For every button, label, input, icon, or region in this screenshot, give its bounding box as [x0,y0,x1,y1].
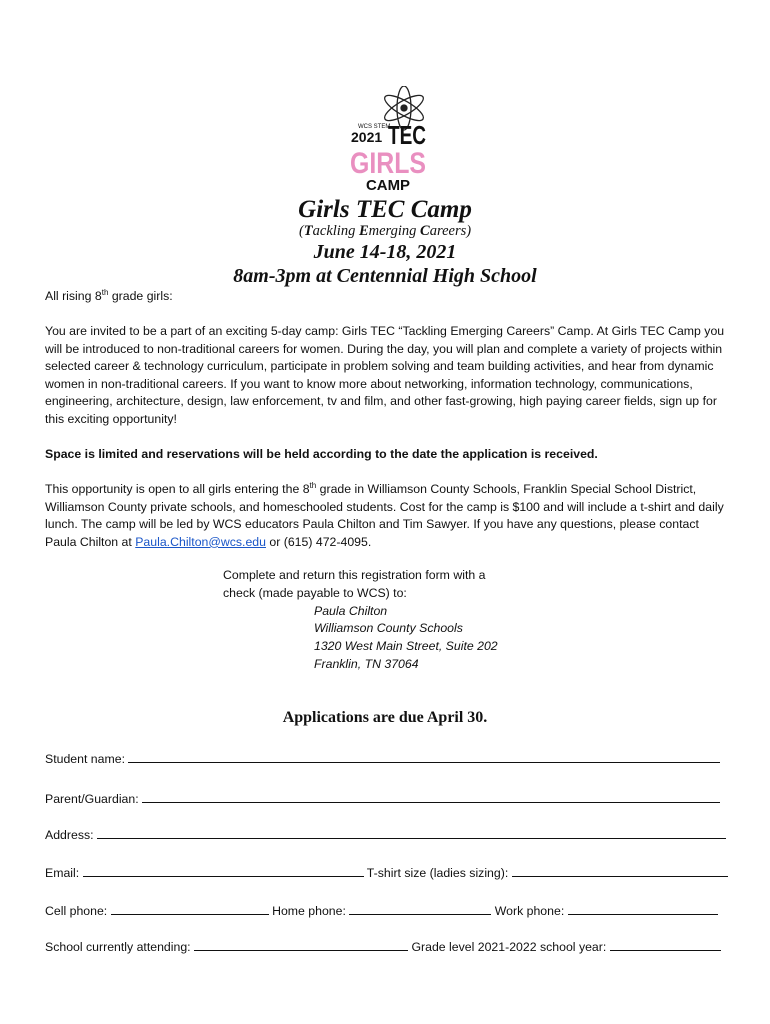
email-row [45,863,730,880]
parent-field[interactable] [142,789,720,803]
email-field[interactable] [83,863,364,877]
logo-girls: GIRLS [350,147,426,180]
logo-year: 2021 [351,129,383,145]
mailing-line-1: Complete and return this registration form with a [223,568,486,582]
school-row [45,937,730,954]
phone-row [45,901,730,918]
address-row [45,825,730,842]
space-notice: Space is limited and reservations will be held according to the date the application is received. [45,447,598,461]
mailing-line-2: check (made payable to WCS) to: [223,585,407,600]
mailing-instructions [223,567,523,674]
page-title: Girls TEC Camp [298,196,472,223]
application-deadline: Applications are due April 30. [282,709,488,726]
tshirt-field[interactable] [512,863,728,877]
logo-tec: TEC [388,120,427,150]
student-name-field[interactable] [128,749,720,763]
parent-row [45,789,730,806]
student-name-row [45,749,730,766]
logo-small-text: WCS STEM [358,124,391,130]
cell-phone-label: Cell phone: [45,904,108,918]
home-phone-label: Home phone: [272,904,346,918]
school-label: School currently attending: [45,940,191,954]
mailing-street: 1320 West Main Street, Suite 202 [314,639,498,654]
cell-phone-field[interactable] [111,901,269,915]
mailing-org: Williamson County Schools [314,621,463,636]
grade-field[interactable] [610,937,721,951]
email-label: Email: [45,866,80,880]
camp-dates: June 14-18, 2021 [313,241,457,263]
invite-paragraph: You are invited to be a part of an exciting 5-day camp: Girls TEC “Tackling Emerging Careers” Camp. At Girls TEC Camp you will be introduced to non-traditional careers for women. During the day, you will plan and complete a variety of projects within selected career & technology curriculum, participate in problem solving and team building activities, and hear from dynamic women in non-traditional careers. If you want to know more about networking, information technology, communications, engineering, architecture, design, law enforcement, tv and film, and other fast-growing, high paying career fields, sign up for this exciting opportunity! [45,324,725,426]
camp-time-location: 8am-3pm at Centennial High School [233,265,537,287]
student-name-label: Student name: [45,752,125,766]
girls-tec-camp-logo [338,86,438,196]
work-phone-label: Work phone: [494,904,565,918]
school-field[interactable] [194,937,408,951]
logo-camp: CAMP [366,177,410,194]
grade-label: Grade level 2021-2022 school year: [411,940,607,954]
mailing-name: Paula Chilton [314,603,388,618]
address-label: Address: [45,828,94,842]
opportunity-paragraph: This opportunity is open to all girls entering the 8th grade in Williamson County Schools, Franklin Special School District, Williamson County private schools, and homeschooled students. Cost for the camp is $100 and will include a t-shirt and daily lunch. The camp will be led by WCS educators Paula Chilton and Tim Sawyer. If you have any questions, please contact Paula Chilton at Paula.Chilton@wcs.edu or (615) 472-4095. [45,480,724,549]
parent-label: Parent/Guardian: [45,792,139,806]
work-phone-field[interactable] [568,901,718,915]
tshirt-label: T-shirt size (ladies sizing): [366,866,509,880]
contact-email-link[interactable]: Paula.Chilton@wcs.edu [135,534,266,549]
salutation: All rising 8th grade girls: [45,287,173,303]
mailing-city: Franklin, TN 37064 [314,656,419,671]
address-field[interactable] [97,825,726,839]
page-subtitle: (Tackling Emerging Careers) [298,223,472,239]
home-phone-field[interactable] [349,901,491,915]
